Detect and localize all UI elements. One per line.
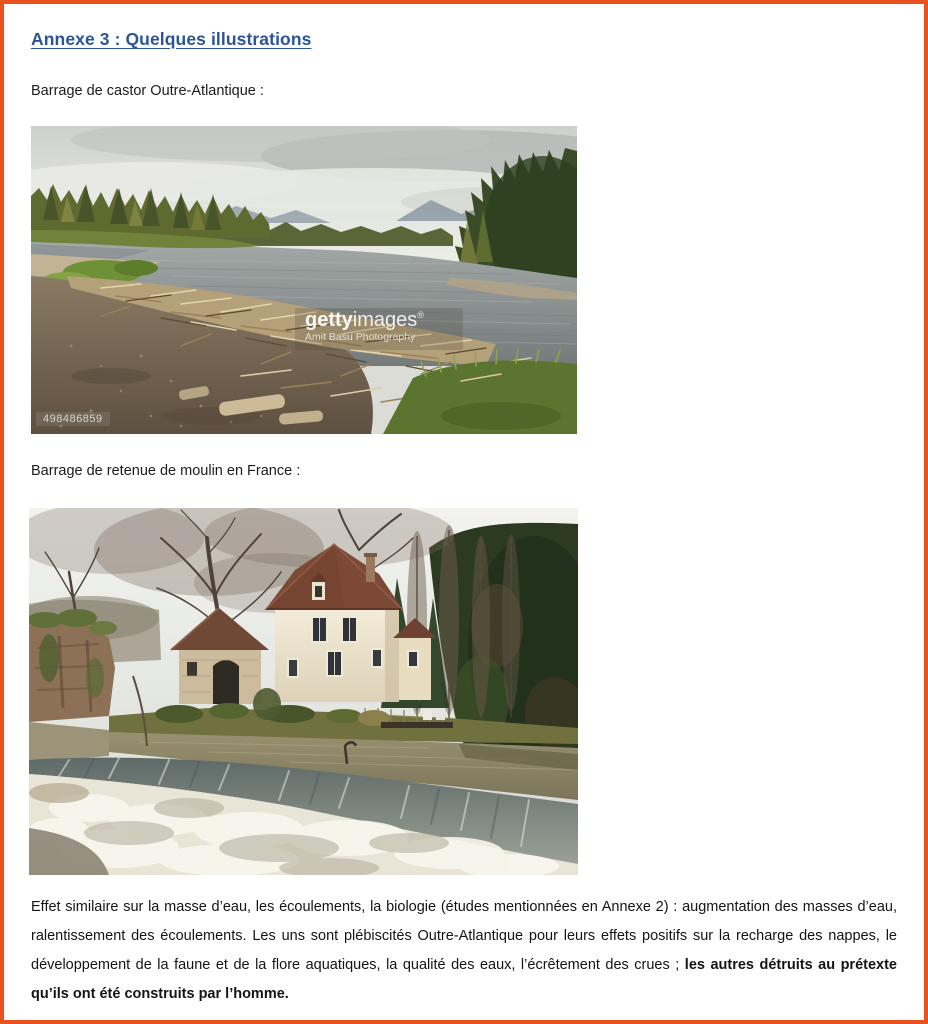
beaver-dam-illustration (31, 126, 577, 434)
caption-mill-dam: Barrage de retenue de moulin en France : (31, 463, 301, 479)
getty-watermark (295, 308, 463, 350)
closing-paragraph-normal: Effet similaire sur la masse d’eau, les écoulements, la biologie (études mentionnées en Annexe 2) : augmentation des masses d’eau, ralentissement des écoulements. Les uns sont plébiscités Outre-Atlantique pour leurs effets positifs sur la recharge des nappes, le développement de la faune et de la flore aquatiques, la qualité des eaux, l’écrêtement des crues ; (31, 899, 897, 973)
mill-dam-photo (29, 508, 578, 875)
beaver-dam-photo (31, 126, 577, 434)
mill-dam-illustration (29, 508, 578, 875)
closing-paragraph-bold: les autres détruits au prétexte qu’ils ont été construits par l’homme. (31, 957, 897, 1002)
photo-id-badge: 498486859 (36, 412, 110, 426)
page-title: Annexe 3 : Quelques illustrations (31, 29, 312, 49)
getty-watermark-brand: gettyimages® (305, 309, 424, 331)
getty-watermark-credit: Amit Basu Photography (305, 331, 416, 343)
caption-beaver-dam: Barrage de castor Outre-Atlantique : (31, 83, 264, 99)
closing-paragraph (31, 893, 897, 1009)
